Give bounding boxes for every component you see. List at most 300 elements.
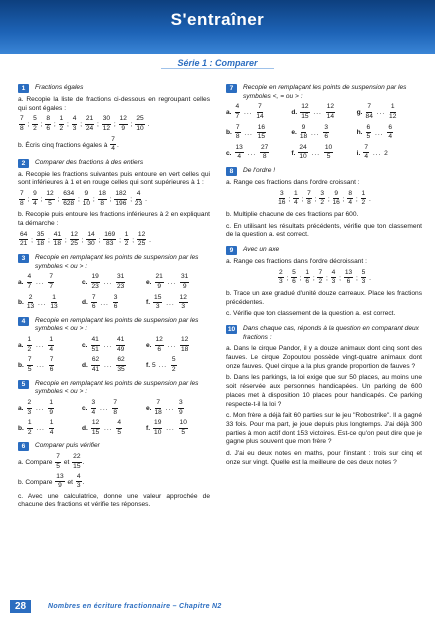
page-title: S'entraîner xyxy=(170,10,265,29)
denominator: 24 xyxy=(85,125,94,132)
exercise-2 xyxy=(18,159,210,248)
numerator: 9 xyxy=(84,191,90,200)
denominator: 23 xyxy=(117,282,125,290)
numerator: 1 xyxy=(304,270,310,279)
question-c: c. En utilisant les résultats précédents, vérifie que ton classement de la question a. est correct. xyxy=(226,222,422,239)
numerator: 41 xyxy=(116,337,125,346)
numerator: 9 xyxy=(32,191,38,200)
comparison-item: f. $\frac{19}{10}$ ... $\frac{10}{5}$ xyxy=(146,419,187,436)
header-banner xyxy=(0,0,435,54)
fraction xyxy=(344,270,353,286)
denominator: 7 xyxy=(235,113,240,120)
numerator: 19 xyxy=(91,274,100,283)
fraction xyxy=(155,337,164,353)
denominator: 5 xyxy=(27,365,32,373)
item-letter: a. xyxy=(18,404,24,412)
fraction xyxy=(112,400,118,416)
numerator: 1 xyxy=(59,116,65,125)
fraction xyxy=(72,454,81,470)
numerator: 7 xyxy=(366,104,372,113)
exercise-7 xyxy=(226,84,422,161)
numerator: 12 xyxy=(91,420,100,429)
fraction xyxy=(19,116,25,132)
fraction xyxy=(323,125,329,141)
numerator: 7 xyxy=(155,400,161,409)
exercise-number: 2 xyxy=(18,159,29,168)
comparison-item: a. $\frac{1}{2}$ ... $\frac{1}{4}$ xyxy=(18,336,54,353)
question-b: b. Recopie puis entoure les fractions inférieures à 2 en expliquant ta démarche : xyxy=(18,211,210,228)
item-letter: a. xyxy=(226,109,232,117)
question-b: b. Multiplie chacune de ces fractions par 600. xyxy=(226,210,359,218)
fraction xyxy=(27,420,33,436)
comparison-item: b. $\frac{1}{2}$ ... $\frac{1}{4}$ xyxy=(18,419,54,436)
comparison-item: e. $\frac{12}{6}$ ... $\frac{12}{18}$ xyxy=(146,336,189,353)
comparison-item: f. 5 ... $\frac{5}{2}$ xyxy=(146,356,176,373)
fraction xyxy=(55,454,61,470)
denominator: 10 xyxy=(299,153,307,161)
denominator: 10 xyxy=(136,125,144,132)
fraction xyxy=(347,191,353,207)
exercise-title: Recopie en remplaçant les points de suspension par les symboles < ou > : xyxy=(35,253,199,270)
numerator: 5 xyxy=(291,270,297,279)
numerator: 12 xyxy=(300,104,309,113)
fraction xyxy=(110,137,116,153)
denominator: 3 xyxy=(76,482,81,490)
fraction xyxy=(102,116,111,132)
fraction xyxy=(317,270,323,286)
exercise-number: 1 xyxy=(18,84,29,93)
fraction xyxy=(91,400,97,416)
fraction xyxy=(19,191,25,207)
denominator: 83 xyxy=(106,240,114,248)
denominator: 15 xyxy=(257,133,266,141)
fraction xyxy=(179,420,188,436)
denominator: 6 xyxy=(157,345,161,353)
denominator: 9 xyxy=(58,482,62,490)
exercise-number: 4 xyxy=(18,317,29,326)
denominator: 25 xyxy=(137,240,146,248)
numerator: 64 xyxy=(19,232,28,241)
item-letter: c. xyxy=(82,342,88,349)
item-letter: d. xyxy=(82,424,88,432)
exercise-title: Comparer des fractions à des entiers xyxy=(35,158,144,166)
numerator: 5 xyxy=(32,116,38,125)
item-letter: f. xyxy=(291,149,296,157)
exercise-number: 10 xyxy=(227,325,236,333)
comparison-item: e. $\frac{21}{9}$ ... $\frac{31}{9}$ xyxy=(146,273,189,290)
fraction xyxy=(27,400,33,416)
fraction xyxy=(85,116,94,132)
exercise-title: De l'ordre ! xyxy=(243,166,276,174)
denominator: 18 xyxy=(299,133,308,141)
question-a: a. Compare $\frac{7}{5}$ et $\frac{22}{15}$ . xyxy=(18,453,85,470)
comparison-grid xyxy=(18,274,210,310)
numerator: 7 xyxy=(235,125,241,134)
fraction xyxy=(48,274,54,290)
question-a: a. Range ces fractions dans l'ordre décroissant : xyxy=(226,257,367,265)
fraction xyxy=(171,357,177,373)
numerator: 634 xyxy=(62,191,75,200)
numerator: 21 xyxy=(155,274,164,283)
denominator: 2 xyxy=(59,125,64,132)
numerator: 12 xyxy=(180,337,189,346)
comparison-item: d. $\frac{12}{15}$ ... $\frac{12}{14}$ xyxy=(291,103,335,120)
denominator: 18 xyxy=(181,345,189,353)
denominator: 628 xyxy=(63,199,75,207)
fraction xyxy=(298,145,307,161)
exercise-title: Comparer puis vérifier xyxy=(35,442,100,450)
numerator: 1 xyxy=(51,295,57,304)
denominator: 16 xyxy=(278,199,286,207)
numerator: 7 xyxy=(27,357,33,366)
numerator: 7 xyxy=(317,270,323,279)
denominator: 6 xyxy=(305,278,309,286)
comparison-item: c. $\frac{41}{51}$ ... $\frac{41}{49}$ xyxy=(82,336,125,353)
numerator: 1 xyxy=(48,400,54,409)
exercise-number: 3 xyxy=(18,254,29,263)
denominator: 23 xyxy=(91,282,99,290)
denominator: 2 xyxy=(320,199,324,207)
fraction xyxy=(55,474,64,490)
denominator: 18 xyxy=(36,240,45,248)
fraction xyxy=(27,274,33,290)
numerator: 16 xyxy=(257,125,266,134)
denominator: 6 xyxy=(46,125,51,132)
numerator: 2 xyxy=(27,400,33,409)
fraction xyxy=(27,295,34,311)
fraction xyxy=(293,191,299,207)
exercise-number: 9 xyxy=(226,246,237,255)
comparison-item: a. $\frac{4}{7}$ ... $\frac{7}{14}$ xyxy=(226,103,264,120)
fraction xyxy=(235,145,244,161)
exercise-title: Avec un axe xyxy=(243,245,280,253)
fraction xyxy=(32,191,38,207)
denominator: 7 xyxy=(27,282,32,290)
numerator: 19 xyxy=(153,420,162,429)
denominator: 9 xyxy=(49,408,54,416)
numerator: 1 xyxy=(49,420,55,429)
denominator: 9 xyxy=(121,125,126,132)
fraction-list: $\frac{64}{21}$ ; $\frac{35}{18}$ ; $\frac{41}{18}$ ; $\frac{12}{25}$ ; $\frac{14}{30}$ ; $\frac{169}{83}$ ; $\frac{1}{2}$ ; $\frac{12}{25}$ . xyxy=(20,230,151,248)
numerator: 3 xyxy=(91,400,97,409)
denominator: 6 xyxy=(113,303,118,311)
exercise-10 xyxy=(226,325,422,468)
denominator: 5 xyxy=(117,428,122,436)
fraction xyxy=(361,270,367,286)
page-footer xyxy=(0,597,435,619)
denominator: 16 xyxy=(332,199,340,207)
numerator: 8 xyxy=(347,191,353,200)
item-letter: e. xyxy=(146,279,152,287)
denominator: 8 xyxy=(262,153,267,161)
denominator: 196 xyxy=(115,199,127,207)
fraction xyxy=(278,270,284,286)
numerator: 27 xyxy=(260,145,269,154)
fraction xyxy=(62,191,75,207)
fraction xyxy=(19,232,28,248)
comparison-item: c. $\frac{19}{23}$ ... $\frac{31}{23}$ xyxy=(82,273,125,290)
fraction xyxy=(53,232,62,248)
numerator: 9 xyxy=(301,125,307,134)
item-letter: a. xyxy=(18,342,24,349)
denominator: 6 xyxy=(346,278,351,286)
fraction-list: $\frac{3}{16}$ ; $\frac{1}{4}$ ; $\frac{7}{8}$ ; $\frac{3}{2}$ ; $\frac{9}{16}$ ; $\frac{8}{4}$ ; $\frac{1}{2}$ . xyxy=(278,189,371,207)
exercise-3 xyxy=(18,254,210,311)
numerator: 7 xyxy=(49,357,55,366)
fraction xyxy=(278,191,285,207)
fraction xyxy=(32,116,38,132)
denominator: 4 xyxy=(364,153,368,161)
numerator: 3 xyxy=(113,295,119,304)
numerator: 7 xyxy=(110,137,116,146)
denominator: 14 xyxy=(326,113,335,120)
fraction xyxy=(366,104,373,120)
comparison-item: h. $\frac{6}{5}$ ... $\frac{6}{4}$ xyxy=(356,123,393,141)
denominator: 4 xyxy=(237,153,241,161)
denominator: 21 xyxy=(20,240,28,248)
denominator: 10 xyxy=(82,199,91,207)
fraction xyxy=(27,337,33,353)
comparison-item: b. $\frac{2}{13}$ ... $\frac{1}{13}$ xyxy=(18,293,58,311)
fraction xyxy=(49,420,55,436)
denominator: 2 xyxy=(318,278,323,286)
denominator: 7 xyxy=(49,282,54,290)
comparison-item: b. $\frac{7}{5}$ ... $\frac{7}{6}$ xyxy=(18,356,54,373)
numerator: 4 xyxy=(27,274,33,283)
numerator: 4 xyxy=(72,116,78,125)
denominator: 4 xyxy=(91,408,96,416)
exercise-4 xyxy=(18,317,210,374)
numerator: 1 xyxy=(27,420,33,429)
numerator: 31 xyxy=(180,274,189,283)
fraction xyxy=(291,270,297,286)
fraction xyxy=(256,104,263,120)
denominator: 2 xyxy=(27,428,32,436)
numerator: 182 xyxy=(114,191,127,200)
numerator: 24 xyxy=(298,145,307,154)
denominator: 9 xyxy=(182,282,187,290)
denominator: 18 xyxy=(154,408,162,416)
fraction xyxy=(135,116,144,132)
fraction xyxy=(59,116,65,132)
numerator: 12 xyxy=(155,337,164,346)
fraction xyxy=(300,125,307,141)
fraction xyxy=(389,104,396,120)
question-c: c. Avec une calculatrice, donne une valeur approchée de chacune des fractions et vérifie tes réponses. xyxy=(18,492,210,509)
numerator: 62 xyxy=(116,357,125,366)
fraction xyxy=(366,125,372,141)
denominator: 2 xyxy=(361,199,366,207)
denominator: 4 xyxy=(388,133,393,141)
denominator: 4 xyxy=(49,345,54,353)
numerator: 5 xyxy=(361,270,367,279)
left-column xyxy=(18,84,210,516)
comparison-item: c. $\frac{13}{4}$ ... $\frac{27}{8}$ xyxy=(226,143,269,161)
fraction xyxy=(235,125,241,141)
exercise-6 xyxy=(18,442,210,510)
numerator: 12 xyxy=(326,104,335,113)
numerator: 18 xyxy=(98,191,107,200)
denominator: 6 xyxy=(91,303,96,311)
denominator: 15 xyxy=(73,462,81,470)
numerator: 7 xyxy=(112,400,118,409)
denominator: 8 xyxy=(113,408,118,416)
fraction xyxy=(114,191,127,207)
numerator: 1 xyxy=(390,104,396,113)
denominator: 6 xyxy=(292,278,296,286)
question-b: b. Trace un axe gradué d'unité douze carreaux. Place les fractions précédentes. xyxy=(226,289,422,306)
denominator: 6 xyxy=(49,365,54,373)
numerator: 4 xyxy=(331,270,337,279)
exercise-title: Recopie en remplaçant les points de suspension par les symboles < ou > : xyxy=(35,316,199,333)
comparison-grid xyxy=(18,400,210,436)
denominator: 35 xyxy=(117,365,125,373)
denominator: 41 xyxy=(91,365,100,373)
numerator: 30 xyxy=(102,116,111,125)
numerator: 41 xyxy=(91,337,100,346)
denominator: 18 xyxy=(53,240,62,248)
fraction xyxy=(180,274,189,290)
fraction xyxy=(91,274,100,290)
denominator: 2 xyxy=(124,240,129,248)
denominator: 25 xyxy=(70,240,78,248)
item-letter: c. xyxy=(82,279,88,287)
item-letter: c. xyxy=(82,404,88,412)
denominator: 10 xyxy=(154,428,162,436)
comparison-item: g. $\frac{7}{84}$ ... $\frac{1}{12}$ xyxy=(356,103,397,120)
fraction xyxy=(83,191,90,207)
numerator: 7 xyxy=(19,191,25,200)
denominator: 14 xyxy=(256,113,264,120)
comparison-item: a. $\frac{4}{7}$ ... $\frac{7}{7}$ xyxy=(18,273,54,290)
comparison-item: d. $\frac{12}{15}$ ... $\frac{4}{5}$ xyxy=(82,419,122,436)
numerator: 41 xyxy=(53,232,62,241)
comparison-grid xyxy=(18,337,210,373)
denominator: 5 xyxy=(48,199,52,207)
fraction xyxy=(155,400,162,416)
denominator: 3 xyxy=(331,278,336,286)
denominator: 2 xyxy=(171,365,176,373)
numerator: 2 xyxy=(28,295,34,304)
exercise-title: Recopie en remplaçant les points de suspension par les symboles < ou > : xyxy=(35,379,199,396)
denominator: 8 xyxy=(235,133,240,141)
fraction xyxy=(116,357,125,373)
item-letter: d. xyxy=(82,299,88,307)
numerator: 3 xyxy=(178,400,184,409)
numerator: 3 xyxy=(279,191,285,200)
exercise-9 xyxy=(226,246,422,319)
denominator: 49 xyxy=(117,345,125,353)
question-a: a. Range ces fractions dans l'ordre croissant : xyxy=(226,178,360,186)
fraction-list: $\frac{2}{3}$ ; $\frac{5}{6}$ ; $\frac{1}{6}$ ; $\frac{7}{2}$ ; $\frac{4}{3}$ ; $\frac{13}{6}$ ; $\frac{5}{3}$ . xyxy=(278,268,372,286)
comparison-item: d. $\frac{62}{41}$ ... $\frac{62}{35}$ xyxy=(82,356,125,373)
numerator: 7 xyxy=(48,274,54,283)
fraction xyxy=(331,270,337,286)
fraction xyxy=(86,232,95,248)
fraction xyxy=(91,420,100,436)
item-letter: e. xyxy=(291,129,297,137)
numerator: 25 xyxy=(135,116,144,125)
comparison-item: c. $\frac{3}{4}$ ... $\frac{7}{8}$ xyxy=(82,398,118,416)
numerator: 22 xyxy=(72,454,81,463)
numerator: 13 xyxy=(55,474,64,483)
fraction xyxy=(91,357,100,373)
numerator: 31 xyxy=(116,274,125,283)
denominator: 3 xyxy=(155,303,160,311)
exercise-title: Fractions égales xyxy=(35,84,84,91)
denominator: 6 xyxy=(324,133,329,141)
fraction xyxy=(48,400,54,416)
denominator: 15 xyxy=(91,428,100,436)
comparison-item: e. $\frac{7}{18}$ ... $\frac{3}{9}$ xyxy=(146,398,183,416)
question-d: d. J'ai eu deux notes en maths, pour l'instant : trois sur cinq et onze sur vingt. Quelle est la meilleure de ces deux notes ? xyxy=(226,450,422,466)
comparison-item: d. $\frac{7}{6}$ ... $\frac{3}{6}$ xyxy=(82,293,118,311)
question-a: a. Dans le cirque Pandor, il y a douze animaux dont cinq sont des fauves. Le cirque Zopoutou possède vingt-quatre animaux dont onze fauves. Quel cirque a la plus grande proportion de fauves ? xyxy=(226,345,422,370)
item-letter: d. xyxy=(82,362,88,370)
question-c: c. Mon frère a déjà fait 60 parties sur le jeu "Robostrike". Il a gagné 33 fois. Pour ma part, je joue depuis plus longtemps. J'ai déjà 300 parties à mon actif dont 153 victoires. Est-ce qu'on peut dire que je gagne plus souvent que mon frère ? xyxy=(226,412,422,446)
exercise-title: Dans chaque cas, réponds à la question en comparant deux fractions : xyxy=(243,324,419,341)
fraction xyxy=(119,116,128,132)
denominator: 15 xyxy=(301,113,309,120)
fraction xyxy=(300,104,309,120)
comparison-item: f. $\frac{24}{10}$ ... $\frac{10}{5}$ xyxy=(291,143,333,161)
fraction xyxy=(103,232,116,248)
comparison-item: e. $\frac{9}{18}$ ... $\frac{3}{6}$ xyxy=(291,123,329,141)
comparison-item: b. $\frac{7}{8}$ ... $\frac{16}{15}$ xyxy=(226,123,266,141)
fraction xyxy=(91,295,97,311)
fraction xyxy=(45,116,51,132)
numerator: 169 xyxy=(103,232,116,241)
fraction xyxy=(45,191,54,207)
item-letter: e. xyxy=(146,404,152,412)
question-c: c. Vérifie que ton classement de la question a. est correct. xyxy=(226,310,396,318)
fraction xyxy=(76,474,82,490)
exercise-title: Recopie en remplaçant les points de suspension par les symboles <, = ou > : xyxy=(243,84,407,100)
numerator: 12 xyxy=(70,232,79,241)
integer: 2 xyxy=(384,149,388,157)
exercise-number: 6 xyxy=(18,442,29,451)
right-column xyxy=(226,84,422,474)
numerator: 12 xyxy=(45,191,54,200)
fraction xyxy=(113,295,119,311)
comparison-grid xyxy=(226,104,422,161)
denominator: 8 xyxy=(20,199,24,207)
denominator: 51 xyxy=(91,345,99,353)
fraction xyxy=(361,191,367,207)
numerator: 4 xyxy=(235,104,241,113)
fraction xyxy=(49,357,55,373)
numerator: 35 xyxy=(36,232,45,241)
fraction xyxy=(116,274,125,290)
fraction xyxy=(180,337,189,353)
denominator: 5 xyxy=(326,153,331,161)
fraction xyxy=(387,125,393,141)
item-letter: i. xyxy=(356,149,361,157)
fraction xyxy=(70,232,79,248)
numerator: 6 xyxy=(387,125,393,134)
fraction xyxy=(36,232,45,248)
numerator: 1 xyxy=(361,191,367,200)
denominator: 13 xyxy=(50,303,58,311)
item-letter: a. xyxy=(18,279,24,287)
numerator: 7 xyxy=(91,295,97,304)
numerator: 13 xyxy=(344,270,353,279)
page-number: 28 xyxy=(10,600,31,613)
fraction xyxy=(333,191,340,207)
numerator: 1 xyxy=(27,337,33,346)
fraction xyxy=(27,357,33,373)
numerator: 15 xyxy=(153,295,162,304)
